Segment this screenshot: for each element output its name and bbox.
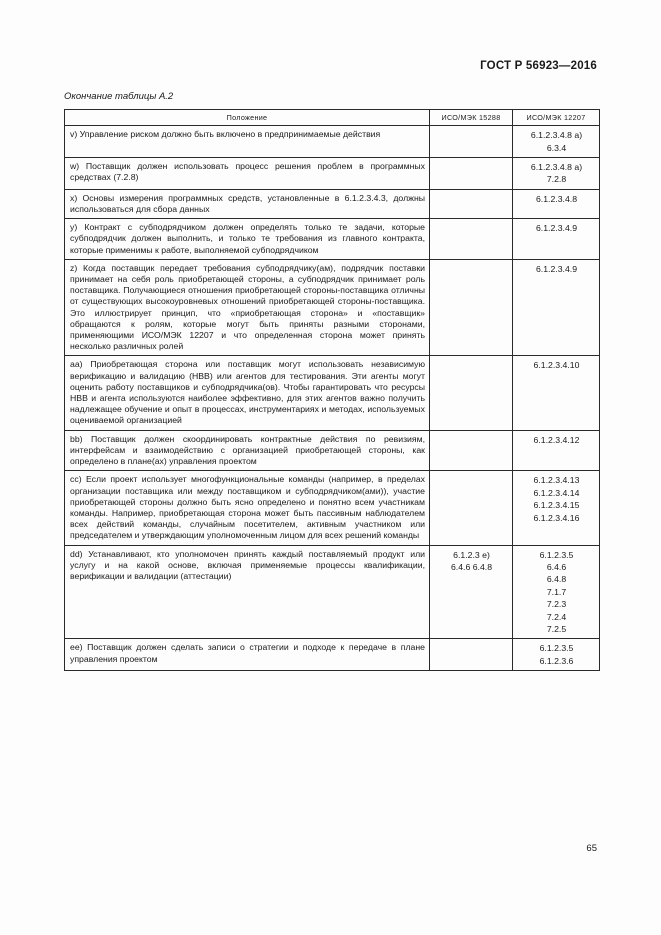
iso12207-ref: 6.1.2.3.4.10 bbox=[533, 360, 580, 371]
table-row bbox=[65, 189, 600, 218]
provision-cell: y) Контракт с субподрядчиком должен определять только те задачи, которые субподрядчик должен выполнить, и только те требования из главного контракта, которые применимы к работе, выполняемой субподрядчиком bbox=[65, 219, 430, 260]
iso12207-ref: 7.2.8 bbox=[546, 174, 567, 185]
table-row bbox=[65, 126, 600, 158]
iso12207-ref: 7.2.5 bbox=[546, 623, 567, 634]
table-row bbox=[65, 471, 600, 545]
provision-cell: bb) Поставщик должен скоординировать контрактные действия по ревизиям, интерфейсам и взаимодействию с организацией приобретающей стороны, как определено в плане(ах) управления проектом bbox=[65, 430, 430, 471]
provision-cell: w) Поставщик должен использовать процесс решения проблем в программных средствах (7.2.8) bbox=[65, 158, 430, 190]
table-caption: Окончание таблицы А.2 bbox=[64, 91, 174, 102]
table-row bbox=[65, 639, 600, 671]
column-header-provision: Положение bbox=[65, 110, 430, 126]
iso12207-refs-cell bbox=[513, 189, 600, 218]
table-row bbox=[65, 219, 600, 260]
iso12207-ref: 6.1.2.3.4.9 bbox=[535, 223, 578, 234]
iso12207-ref: 6.4.6 bbox=[546, 561, 567, 572]
iso12207-ref: 6.1.2.3.4.8 а) bbox=[530, 130, 583, 141]
iso15288-refs-cell bbox=[430, 259, 513, 356]
document-code: ГОСТ Р 56923—2016 bbox=[480, 60, 597, 72]
table-row bbox=[65, 545, 600, 639]
iso15288-refs-cell bbox=[430, 189, 513, 218]
iso12207-ref: 6.1.2.3.5 bbox=[539, 549, 574, 560]
iso12207-ref: 6.1.2.3.4.13 bbox=[533, 475, 580, 486]
iso12207-refs-cell bbox=[513, 158, 600, 190]
provision-cell: z) Когда поставщик передает требования субподрядчику(ам), подрядчик поставки принимает на себя роль приобретающей стороны, а субподрядчик принимает роль поставщика. Получающиеся отношения приобретающей стороны-поставщика отличны от существующих высокоуровневых отношений приобретающей стороны-поставщика. Это иллюстрирует принцип, что «приобретающая сторона» и «поставщик» обращаются к ролям, которые могут быть приняты разными сторонами, применяющими ИСО/МЭК 12207 и что определенная сторона может принять несколько различных ролей bbox=[65, 259, 430, 356]
iso15288-ref: 6.1.2.3 е) bbox=[453, 549, 490, 560]
iso12207-ref: 6.1.2.3.6 bbox=[539, 655, 574, 666]
iso12207-refs-cell bbox=[513, 545, 600, 639]
iso12207-refs-cell bbox=[513, 471, 600, 545]
provision-cell: v) Управление риском должно быть включено в предпринимаемые действия bbox=[65, 126, 430, 158]
iso12207-ref: 6.1.2.3.4.15 bbox=[533, 500, 580, 511]
iso12207-ref: 6.1.2.3.4.12 bbox=[533, 434, 580, 445]
iso15288-refs-cell bbox=[430, 356, 513, 430]
provision-cell: aa) Приобретающая сторона или поставщик могут использовать независимую верификацию и валидацию (НВВ) или агентов для тестирования. Эти агенты могут оценить работу поставщиков и субподрядчика(ов). Чтобы гарантировать что ресурсы НВВ и агента используются наиболее эффективно, для этих агентов важно получить надлежащее обучение и опыт в процессах, инструментариях и методах, используемых оцениваемой организацией bbox=[65, 356, 430, 430]
iso15288-refs-cell bbox=[430, 158, 513, 190]
table-row bbox=[65, 158, 600, 190]
iso15288-ref: 6.4.6 6.4.8 bbox=[450, 561, 493, 572]
iso12207-refs-cell bbox=[513, 126, 600, 158]
table-header-row bbox=[65, 110, 600, 126]
provision-cell: dd) Устанавливают, кто уполномочен принять каждый поставляемый продукт или услугу и на какой основе, включая применяемые процессы квалификации, верификации и валидации (аттестации) bbox=[65, 545, 430, 639]
iso12207-ref: 6.1.2.3.4.8 bbox=[535, 193, 578, 204]
iso12207-ref: 6.4.8 bbox=[546, 574, 567, 585]
iso12207-ref: 7.1.7 bbox=[546, 586, 567, 597]
table-row bbox=[65, 259, 600, 356]
column-header-iso15288: ИСО/МЭК 15288 bbox=[430, 110, 513, 126]
iso12207-ref: 6.1.2.3.4.16 bbox=[533, 512, 580, 523]
iso12207-refs-cell bbox=[513, 259, 600, 356]
mapping-table bbox=[64, 109, 600, 671]
iso15288-refs-cell bbox=[430, 219, 513, 260]
iso12207-ref: 6.1.2.3.4.14 bbox=[533, 487, 580, 498]
table-row bbox=[65, 430, 600, 471]
iso12207-ref: 6.1.2.3.5 bbox=[539, 643, 574, 654]
iso15288-refs-cell bbox=[430, 639, 513, 671]
provision-cell: cc) Если проект использует многофункциональные команды (например, в пределах организации поставщика или между поставщиком и субподрядчиком(ами)), участие приобретающей стороны должно быть ясно определено и понятно всем участникам команды. Например, приобретающая сторона может быть пассивным наблюдателем всех действий команды, случайным посетителем, активным участником или председателем и утверждающим уполномоченным лицом для всех решений команды bbox=[65, 471, 430, 545]
iso12207-ref: 6.3.4 bbox=[546, 142, 567, 153]
iso12207-refs-cell bbox=[513, 219, 600, 260]
iso12207-ref: 7.2.4 bbox=[546, 611, 567, 622]
iso12207-ref: 7.2.3 bbox=[546, 599, 567, 610]
column-header-iso12207: ИСО/МЭК 12207 bbox=[513, 110, 600, 126]
page-number: 65 bbox=[586, 843, 597, 854]
provision-cell: x) Основы измерения программных средств, установленные в 6.1.2.3.4.3, должны использоваться для сбора данных bbox=[65, 189, 430, 218]
table-body bbox=[65, 126, 600, 671]
iso12207-refs-cell bbox=[513, 356, 600, 430]
provision-cell: ее) Поставщик должен сделать записи о стратегии и подходе к передаче в плане управления проектом bbox=[65, 639, 430, 671]
iso12207-refs-cell bbox=[513, 430, 600, 471]
iso15288-refs-cell bbox=[430, 545, 513, 639]
iso12207-ref: 6.1.2.3.4.8 а) bbox=[530, 162, 583, 173]
iso12207-refs-cell bbox=[513, 639, 600, 671]
iso15288-refs-cell bbox=[430, 430, 513, 471]
iso15288-refs-cell bbox=[430, 471, 513, 545]
iso12207-ref: 6.1.2.3.4.9 bbox=[535, 263, 578, 274]
iso15288-refs-cell bbox=[430, 126, 513, 158]
table-row bbox=[65, 356, 600, 430]
